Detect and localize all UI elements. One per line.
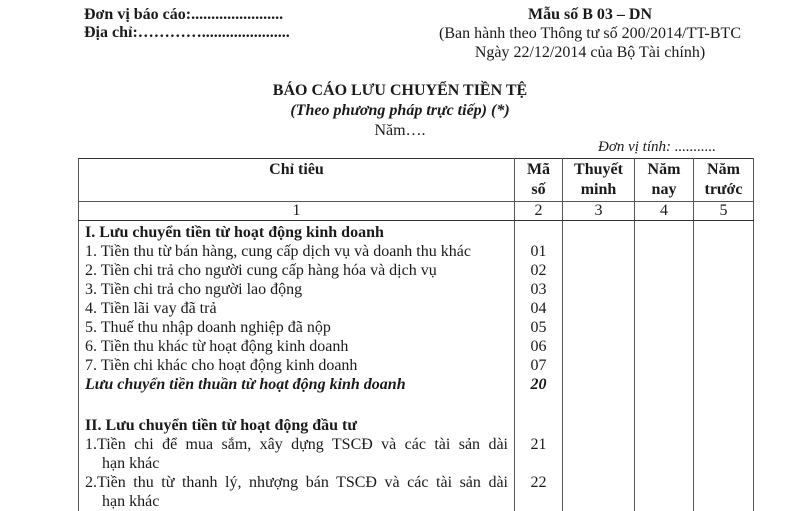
row-label: 2.Tiền thu từ thanh lý, nhượng bán TSCĐ và các tài sản dài hạn khác (79, 473, 515, 511)
issued-by-line2: Ngày 22/12/2014 của Bộ Tài chính) (474, 44, 706, 61)
section-header-row (79, 221, 754, 243)
issued-by-line1: (Ban hành theo Thông tư số 200/2014/TT-BTC (439, 25, 741, 42)
current-year-cell (635, 261, 694, 280)
row-label: 7. Tiền chi khác cho hoạt động kinh doanh (79, 356, 515, 375)
current-year-cell (635, 435, 694, 473)
spacer-row (79, 394, 754, 416)
table-row (79, 299, 754, 318)
previous-year-cell (694, 299, 754, 318)
current-year-cell (635, 337, 694, 356)
note-cell (563, 435, 635, 473)
col-header-previous-year: Năm trước (694, 159, 754, 202)
current-year-cell (635, 280, 694, 299)
row-label: 2. Tiền chi trả cho người cung cấp hàng hóa và dịch vụ (79, 261, 515, 280)
previous-year-cell (694, 473, 754, 511)
reporting-unit-label: Đơn vị báo cáo:....................... (84, 6, 284, 23)
row-label: 3. Tiền chi trả cho người lao động (79, 280, 515, 299)
note-cell (563, 299, 635, 318)
section-header-row (79, 416, 754, 435)
row-code: 02 (515, 261, 563, 280)
current-year-cell (635, 242, 694, 261)
row-label: 5. Thuế thu nhập doanh nghiệp đã nộp (79, 318, 515, 337)
row-label: 1. Tiền thu từ bán hàng, cung cấp dịch vụ và doanh thu khác (79, 242, 515, 261)
col-number: 4 (635, 202, 694, 221)
previous-year-cell (694, 280, 754, 299)
row-code: 03 (515, 280, 563, 299)
current-year-cell (635, 356, 694, 375)
row-code: 06 (515, 337, 563, 356)
col-number: 3 (563, 202, 635, 221)
cash-flow-table (78, 158, 754, 511)
current-year-cell (635, 375, 694, 394)
current-year-cell (635, 473, 694, 511)
previous-year-cell (694, 261, 754, 280)
total-row (79, 375, 754, 394)
row-label: 4. Tiền lãi vay đã trả (79, 299, 515, 318)
col-header-code: Mã số (515, 159, 563, 202)
row-code: 04 (515, 299, 563, 318)
col-header-current-year: Năm nay (635, 159, 694, 202)
row-code: 07 (515, 356, 563, 375)
total-code: 20 (515, 375, 563, 394)
column-number-row (79, 202, 754, 221)
form-code: Mẫu số B 03 – DN (527, 6, 652, 23)
col-header-note: Thuyết minh (563, 159, 635, 202)
col-number: 5 (694, 202, 754, 221)
table-row (79, 261, 754, 280)
current-year-cell (635, 299, 694, 318)
previous-year-cell (694, 337, 754, 356)
note-cell (563, 261, 635, 280)
table-row (79, 318, 754, 337)
row-label: 1.Tiền chi để mua sắm, xây dựng TSCĐ và các tài sản dài hạn khác (79, 435, 515, 473)
note-cell (563, 473, 635, 511)
row-label: 6. Tiền thu khác từ hoạt động kinh doanh (79, 337, 515, 356)
current-year-cell (635, 318, 694, 337)
section-title-investing: II. Lưu chuyển tiền từ hoạt động đầu tư (79, 416, 515, 435)
table-header-row (79, 159, 754, 202)
table-row (79, 473, 754, 511)
note-cell (563, 356, 635, 375)
previous-year-cell (694, 435, 754, 473)
col-header-indicator: Chỉ tiêu (79, 159, 515, 202)
address-label: Địa chỉ:…………...................... (84, 24, 290, 41)
note-cell (563, 337, 635, 356)
row-code: 01 (515, 242, 563, 261)
table-row (79, 280, 754, 299)
note-cell (563, 242, 635, 261)
previous-year-cell (694, 318, 754, 337)
note-cell (563, 280, 635, 299)
document-subtitle: (Theo phương pháp trực tiếp) (*) (290, 102, 510, 119)
row-code: 05 (515, 318, 563, 337)
row-code: 22 (515, 473, 563, 511)
section-title-operating: I. Lưu chuyển tiền từ hoạt động kinh doanh (79, 221, 515, 243)
note-cell (563, 375, 635, 394)
table-row (79, 435, 754, 473)
note-cell (563, 318, 635, 337)
row-code: 21 (515, 435, 563, 473)
table-row (79, 356, 754, 375)
total-label: Lưu chuyển tiền thuần từ hoạt động kinh doanh (79, 375, 515, 394)
table-row (79, 337, 754, 356)
currency-unit: Đơn vị tính: ........... (598, 139, 716, 155)
previous-year-cell (694, 242, 754, 261)
document-title: BÁO CÁO LƯU CHUYỂN TIỀN TỆ (272, 82, 528, 99)
table-row (79, 242, 754, 261)
col-number: 2 (515, 202, 563, 221)
previous-year-cell (694, 356, 754, 375)
col-number: 1 (79, 202, 515, 221)
document-year: Năm…. (374, 122, 426, 139)
previous-year-cell (694, 375, 754, 394)
